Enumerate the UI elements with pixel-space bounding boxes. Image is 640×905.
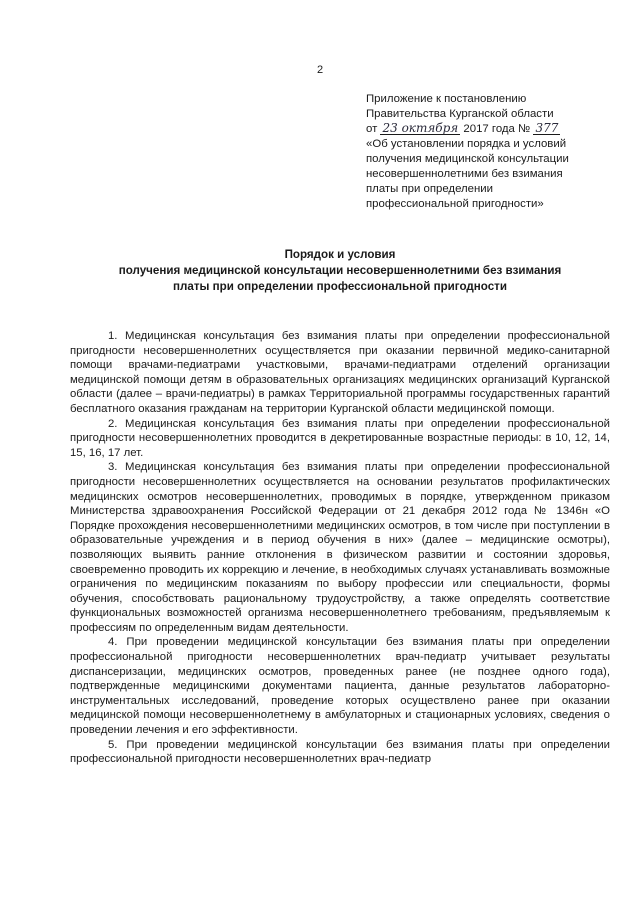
document-body bbox=[70, 329, 610, 767]
appendix-subject-1: «Об установлении порядка и условий bbox=[366, 138, 567, 150]
appendix-subject-4: платы при определении bbox=[366, 183, 494, 195]
appendix-line-2: Правительства Курганской области bbox=[366, 108, 554, 120]
paragraph-5: 5. При проведении медицинской консультации без взимания платы при определении профессиональной пригодности несовершеннолетних врач-педиатр bbox=[70, 738, 610, 766]
title-line-1: Порядок и условия bbox=[284, 248, 396, 261]
paragraph-1: 1. Медицинская консультация без взимания платы при определении профессиональной пригодности несовершеннолетних осуществляется при оказании первичной медико-санитарной помощи врачами-педиатрами участковыми, врачами-педиатрами отделений организации медицинской помощи детям в образовательных организациях медицинских организаций Курганской области (далее – врачи-педиатры) в рамках Территориальной программы государственных гарантий бесплатного оказания гражданам на территории Курганской области медицинской помощи. bbox=[70, 330, 610, 415]
title-line-3: платы при определении профессиональной пригодности bbox=[173, 280, 507, 293]
page-number: 2 bbox=[316, 64, 324, 76]
appendix-subject-2: получения медицинской консультации bbox=[366, 153, 569, 165]
paragraph-3: 3. Медицинская консультация без взимания платы при определении профессиональной пригодности несовершеннолетних осуществляется на основании результатов профилактических медицинских осмотров несовершеннолетних, проводимых в порядке, утвержденном приказом Министерства здравоохранения Российской Федерации от 21 декабря 2012 года № 1346н «О Порядке прохождения несовершеннолетними медицинских осмотров, в том числе при поступлении в образовательные учреждения и в период обучения в них» (далее – медицинские осмотры), позволяющих выявить ранние отклонения в физическом развитии и состоянии здоровья, своевременно проводить их коррекцию и лечение, в необходимых случаях устанавливать возможные ограничения по медицинским показаниям по выбору профессии или специальности, формы обучения, способствовать рациональному трудоустройству, а также определять соответствие функциональных возможностей организма несовершеннолетнего требованиям, предъявляемым к профессиям по определенным видам деятельности. bbox=[70, 461, 610, 634]
handwritten-date: 23 октября bbox=[382, 121, 459, 135]
document-title bbox=[40, 247, 640, 295]
handwritten-number: 377 bbox=[535, 121, 559, 135]
paragraph-4: 4. При проведении медицинской консультации без взимания платы при определении профессиональной пригодности несовершеннолетних врач-педиатр учитывает результаты диспансеризации, медицинских осмотров, проведенных ранее (не позднее одного года), подтвержденные медицинскими документами пациента, данные результатов лабораторно-инструментальных исследований, проведение которых осуществлено ранее при оказании медицинской помощи несовершеннолетнему в амбулаторных и стационарных условиях, сведения о проведении лечения и его эффективности. bbox=[70, 636, 610, 737]
date-year: 2017 года № bbox=[463, 123, 531, 135]
appendix-line-1: Приложение к постановлению bbox=[366, 93, 527, 105]
paragraph-2: 2. Медицинская консультация без взимания платы при определении профессиональной пригодности несовершеннолетних проводится в декретированные возрастные периоды: в 10, 12, 14, 15, 16, 17 лет. bbox=[70, 417, 610, 459]
appendix-date-line bbox=[366, 122, 616, 137]
appendix-subject-5: профессиональной пригодности» bbox=[366, 198, 544, 210]
title-line-2: получения медицинской консультации несовершеннолетними без взимания bbox=[118, 264, 562, 277]
appendix-block bbox=[366, 92, 616, 212]
date-prefix: от bbox=[366, 123, 378, 135]
appendix-subject-3: несовершеннолетними без взимания bbox=[366, 168, 563, 180]
